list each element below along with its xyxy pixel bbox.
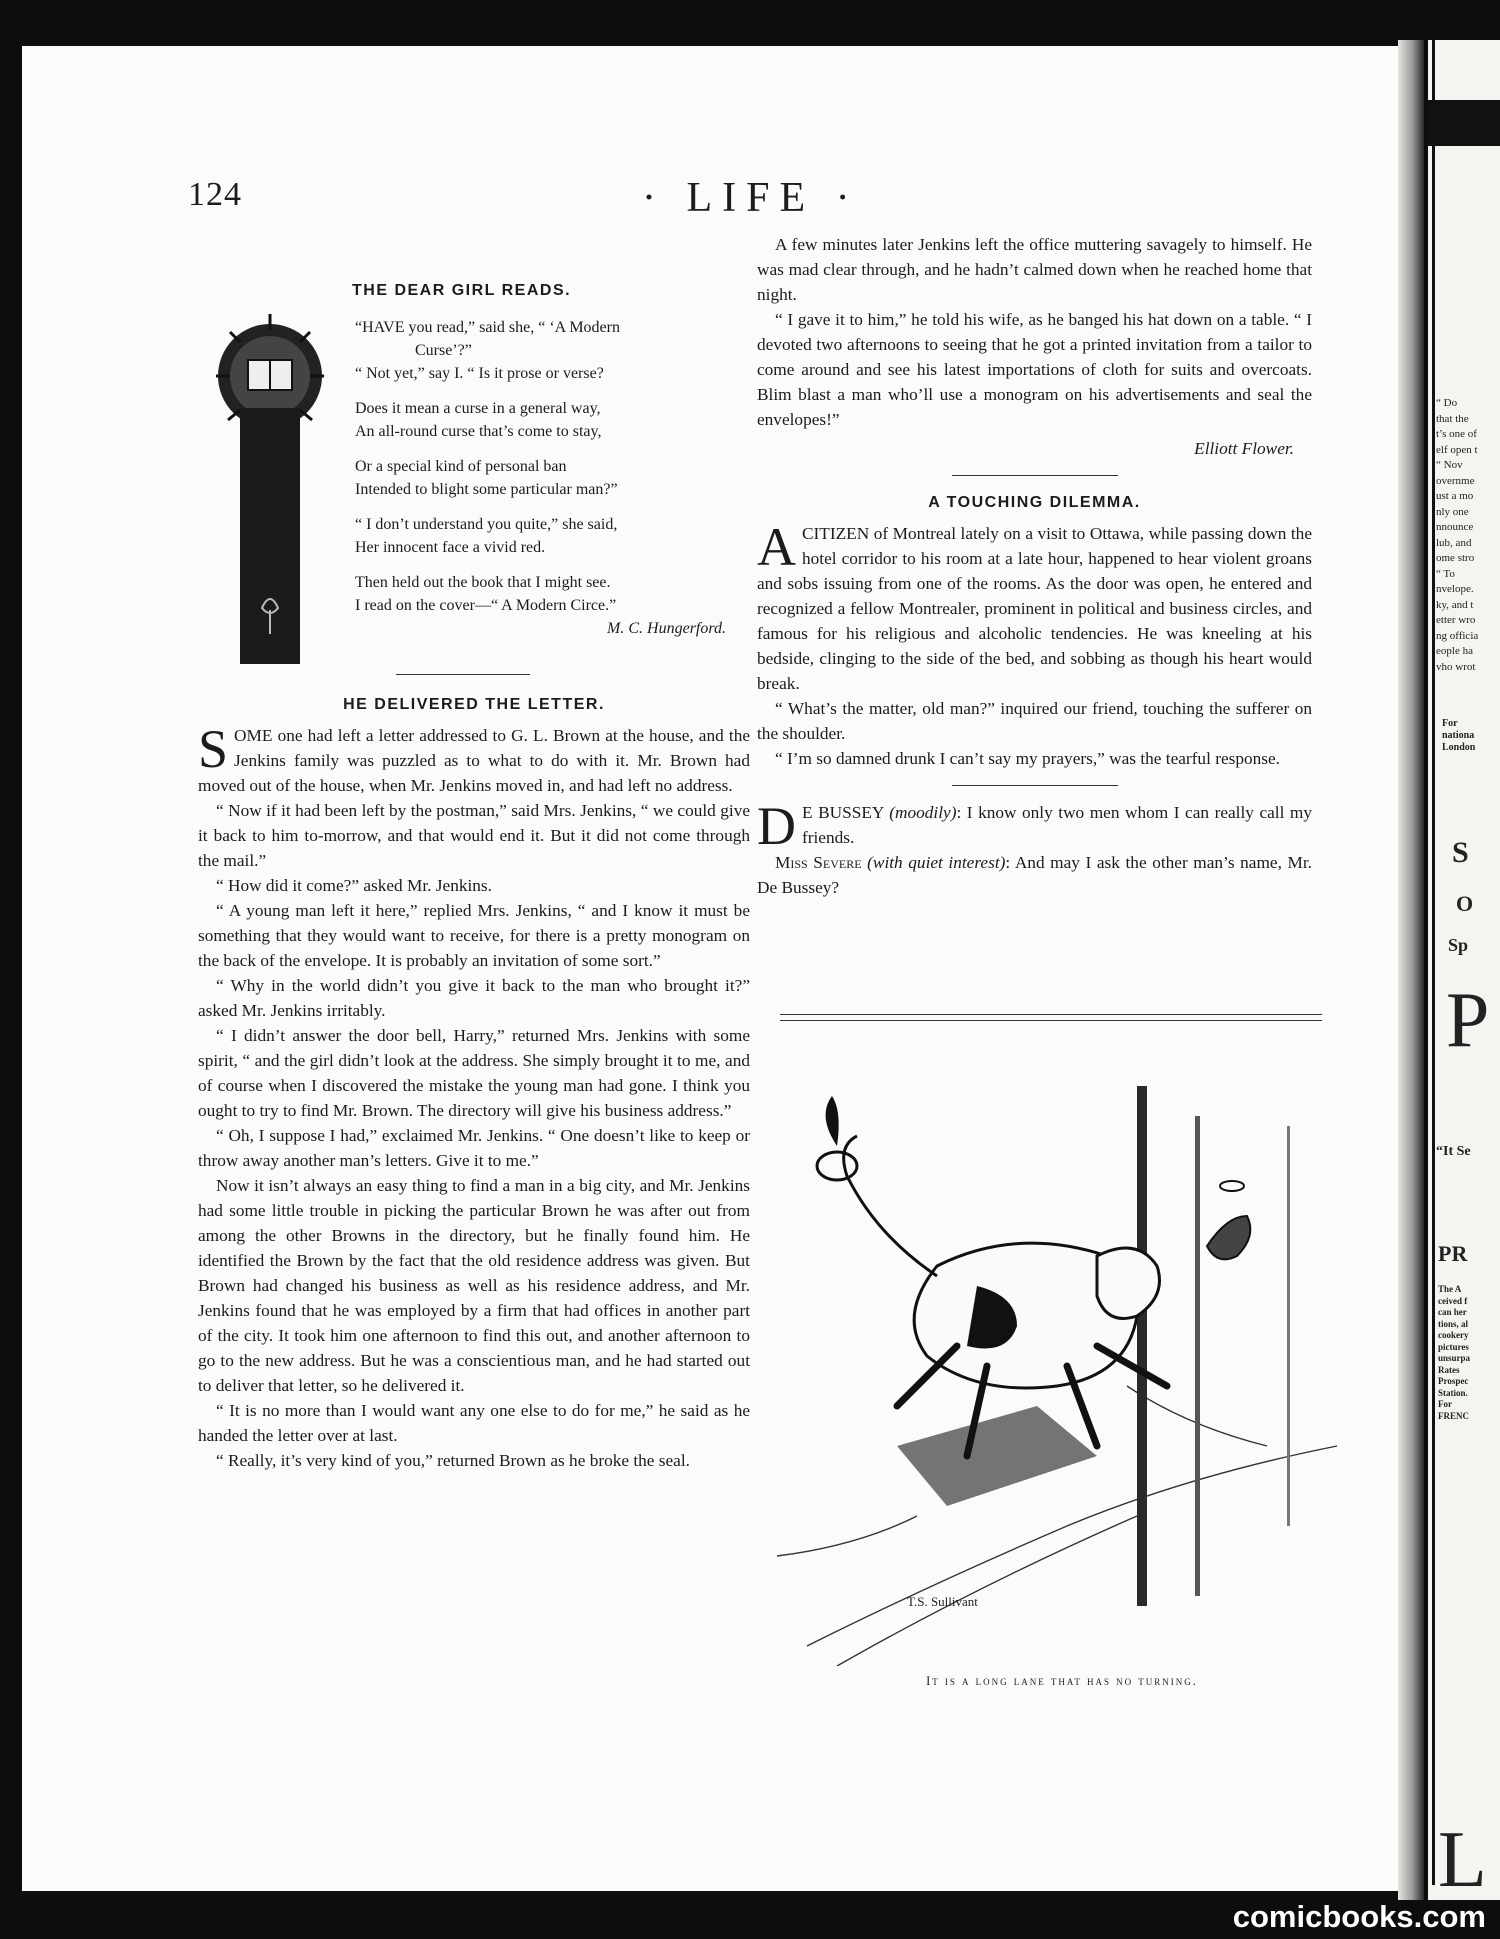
adjacent-ad-line: can her xyxy=(1438,1307,1467,1317)
ad-line: London xyxy=(1442,742,1476,753)
adjacent-text-line: eople ha xyxy=(1436,645,1473,657)
adjacent-text-line: nly one xyxy=(1436,505,1469,518)
section-rule xyxy=(780,1020,1322,1021)
adjacent-ad-line: cookery xyxy=(1438,1330,1469,1340)
paragraph: Now it isn’t always an easy thing to find a man in a big city, and Mr. Jenkins had some little trouble in picking the particular Brown he was after out from among the other Browns in the directory, but he finally found him. He identified the Brown by the fact that the old residence address was given. But Brown had changed his business as well as his residence address, and Mr. Jenkins found that he was employed by a firm that had offices in another part of the city. It took him one afternoon to find this out, and another afternoon to go to the new address. But he was a conscientious man, and he had started out to deliver that letter, so he delivered it. xyxy=(198,1176,750,1395)
divider xyxy=(952,475,1118,476)
poem-line: “ Not yet,” say I. “ Is it prose or verse? xyxy=(355,365,604,382)
poem-line: Intended to blight some particular man?” xyxy=(355,481,618,498)
dark-band xyxy=(1428,100,1500,146)
adjacent-ad-line: FRENC xyxy=(1438,1410,1469,1421)
adjacent-ad-line: pictures xyxy=(1438,1341,1469,1352)
adjacent-text-line: nnounce xyxy=(1436,521,1474,533)
drop-cap: D xyxy=(757,796,796,856)
paragraph: “ What’s the matter, old man?” inquired our friend, touching the sufferer on the shoulder. xyxy=(757,699,1312,743)
paragraph: CITIZEN of Montreal lately on a visit to Ottawa, while passing down the hotel corridor to his room at a late hour, happened to hear violent groans and sobs issuing from one of the rooms. As the door was open, he entered and recognized a fellow Montrealer, prominent in political and business circles, and famous for his religious and alcoholic tendencies. He was kneeling at his bedside, clinging to the side of the bed, and sobbing as though his heart would break. xyxy=(757,524,1312,693)
poem-line: Or a special kind of personal ban xyxy=(355,458,567,475)
ad-letter: O xyxy=(1456,891,1474,916)
poem-line: “HAVE you read,” said she, “ ‘A Modern xyxy=(355,319,620,336)
adjacent-text-line: elf open t xyxy=(1436,443,1478,456)
poem-title: THE DEAR GIRL READS. xyxy=(352,282,572,299)
paragraph: “ Why in the world didn’t you give it back to the man who brought it?” asked Mr. Jenkins irritably. xyxy=(198,976,750,1020)
story-author: Elliott Flower. xyxy=(1194,439,1294,458)
adjacent-page-frame xyxy=(1432,40,1500,1885)
poem-line: Her innocent face a vivid red. xyxy=(355,539,546,556)
poem-line: I read on the cover—“ A Modern Circe.” xyxy=(355,597,617,614)
ribbon-illustration xyxy=(210,308,330,664)
paragraph: “ How did it come?” asked Mr. Jenkins. xyxy=(216,876,492,895)
story-title: HE DELIVERED THE LETTER. xyxy=(343,696,605,713)
stage-direction: (with quiet interest) xyxy=(867,853,1006,872)
ad-letter: S xyxy=(1452,836,1469,869)
section-rule xyxy=(780,1014,1322,1015)
paragraph: “ It is no more than I would want any one else to do for me,” he said as he handed the letter over at last. xyxy=(198,1401,750,1445)
poem-line: Curse’?” xyxy=(415,342,472,359)
adjacent-text-line: “ Nov xyxy=(1436,459,1463,471)
poem-line: “ I don’t understand you quite,” she said, xyxy=(355,516,618,533)
paragraph: A few minutes later Jenkins left the office muttering savagely to himself. He was mad clear through, and he hadn’t calmed down when he reached home that night. xyxy=(757,235,1312,304)
ad-quote: “It Se xyxy=(1436,1144,1471,1159)
ad-big-letter: L xyxy=(1438,1816,1487,1900)
poem-line: Does it mean a curse in a general way, xyxy=(355,400,601,417)
paragraph: “ I gave it to him,” he told his wife, as he banged his hat down on a table. “ I devoted two afternoons to seeing that he got a printed invitation from a tailor to come around and see his latest importations of cloth for suits and overcoats. Blim blast a man who’ll use a monogram on his advertisements and seal the envelopes!” xyxy=(757,310,1312,429)
drop-cap: S xyxy=(198,719,229,779)
adjacent-ad-line: Station. xyxy=(1438,1387,1468,1398)
ad-line: nationa xyxy=(1442,730,1475,741)
site-watermark: comicbooks.com xyxy=(1232,1899,1486,1934)
adjacent-ad-line: For xyxy=(1438,1399,1452,1409)
story-letter xyxy=(198,692,750,1473)
adjacent-ad-line: The A xyxy=(1438,1284,1462,1294)
divider xyxy=(396,674,530,675)
artist-signature: T.S. Sullivant xyxy=(907,1594,978,1609)
adjacent-ad-line: Prospec xyxy=(1438,1376,1469,1386)
paragraph: “ I’m so damned drunk I can’t say my prayers,” was the tearful response. xyxy=(775,749,1280,768)
poem-line: Then held out the book that I might see. xyxy=(355,574,611,591)
paragraph: “ I didn’t answer the door bell, Harry,” returned Mrs. Jenkins with some spirit, “ and the girl didn’t look at the address. She simply brought it to me, and of course when I discovered the mistake the young man had gone. I think you ought to try to find Mr. Brown. The directory will give his business address.” xyxy=(198,1026,750,1120)
adjacent-ad-line: Rates xyxy=(1438,1364,1460,1375)
adjacent-text-line: t’s one of xyxy=(1436,428,1477,440)
adjacent-ad-line: unsurpa xyxy=(1438,1353,1471,1363)
adjacent-text-line: ome stro xyxy=(1436,552,1475,564)
adjacent-ad-line: ceived f xyxy=(1438,1295,1468,1306)
speaker: E BUSSEY xyxy=(802,803,884,822)
illustration-caption: It is a long lane that has no turning. xyxy=(926,1674,1198,1688)
adjacent-text-line: that the xyxy=(1436,412,1469,425)
story-title: A TOUCHING DILEMMA. xyxy=(928,494,1141,511)
adjacent-text-line: etter wro xyxy=(1436,614,1476,626)
adjacent-text-line: vho wrot xyxy=(1436,660,1476,673)
ad-letter: Sp xyxy=(1448,935,1469,955)
adjacent-text-line: “ To xyxy=(1436,567,1455,580)
cow-cartoon-illustration xyxy=(777,1086,1347,1666)
paragraph: “ Oh, I suppose I had,” exclaimed Mr. Jenkins. “ One doesn’t like to keep or throw away another man’s letters. Give it to me.” xyxy=(198,1126,750,1170)
stage-direction: (moodily) xyxy=(889,803,957,822)
book-spine xyxy=(1398,40,1424,1900)
adjacent-text-line: nvelope. xyxy=(1436,583,1474,595)
paragraph: “ Now if it had been left by the postman,” said Mrs. Jenkins, “ we could give it back to him to-morrow, and that would end it. But it did not come through the mail.” xyxy=(198,801,750,870)
poem-author: M. C. Hungerford. xyxy=(607,620,726,637)
poem-line: An all-round curse that’s come to stay, xyxy=(355,423,602,440)
divider xyxy=(952,785,1118,786)
ad-big-letter: P xyxy=(1446,976,1490,1063)
poem-body xyxy=(355,316,750,640)
magazine-page xyxy=(22,46,1417,1891)
adjacent-text-line: “ Do xyxy=(1436,397,1458,409)
dialogue: : I know only two men whom I can really call my friends. xyxy=(802,803,1313,847)
page-number: 124 xyxy=(188,176,242,213)
adjacent-text-line: lub, and xyxy=(1436,536,1472,549)
adjacent-text-line: overnme xyxy=(1436,474,1475,487)
paragraph: “ Really, it’s very kind of you,” returned Brown as he broke the seal. xyxy=(216,1451,690,1470)
paragraph: “ A young man left it here,” replied Mrs. Jenkins, “ and I know it must be something that they would want to receive, for there is a pretty monogram on the back of the envelope. It is probably an invitation of some sort.” xyxy=(198,901,750,970)
adjacent-text-line: ky, and t xyxy=(1436,598,1474,611)
adjacent-text-line: ng officia xyxy=(1436,629,1479,642)
speaker: Miss Severe xyxy=(775,853,862,872)
right-column xyxy=(757,232,1312,900)
dialogue: : And may I ask the other man’s name, Mr. De Bussey? xyxy=(757,853,1312,897)
ad-line: For xyxy=(1442,718,1458,729)
adjacent-text-line: ust a mo xyxy=(1436,490,1474,502)
paragraph: OME one had left a letter addressed to G. L. Brown at the house, and the Jenkins family was puzzled as to what to do with it. Mr. Brown had moved out of the house, when Mr. Jenkins moved in, and had left no address. xyxy=(198,726,750,795)
drop-cap: A xyxy=(757,517,796,577)
adjacent-ad-line: tions, al xyxy=(1438,1318,1469,1329)
masthead: · LIFE · xyxy=(642,175,860,221)
adjacent-page xyxy=(1428,40,1500,1900)
ad-heading: PR xyxy=(1438,1241,1468,1266)
